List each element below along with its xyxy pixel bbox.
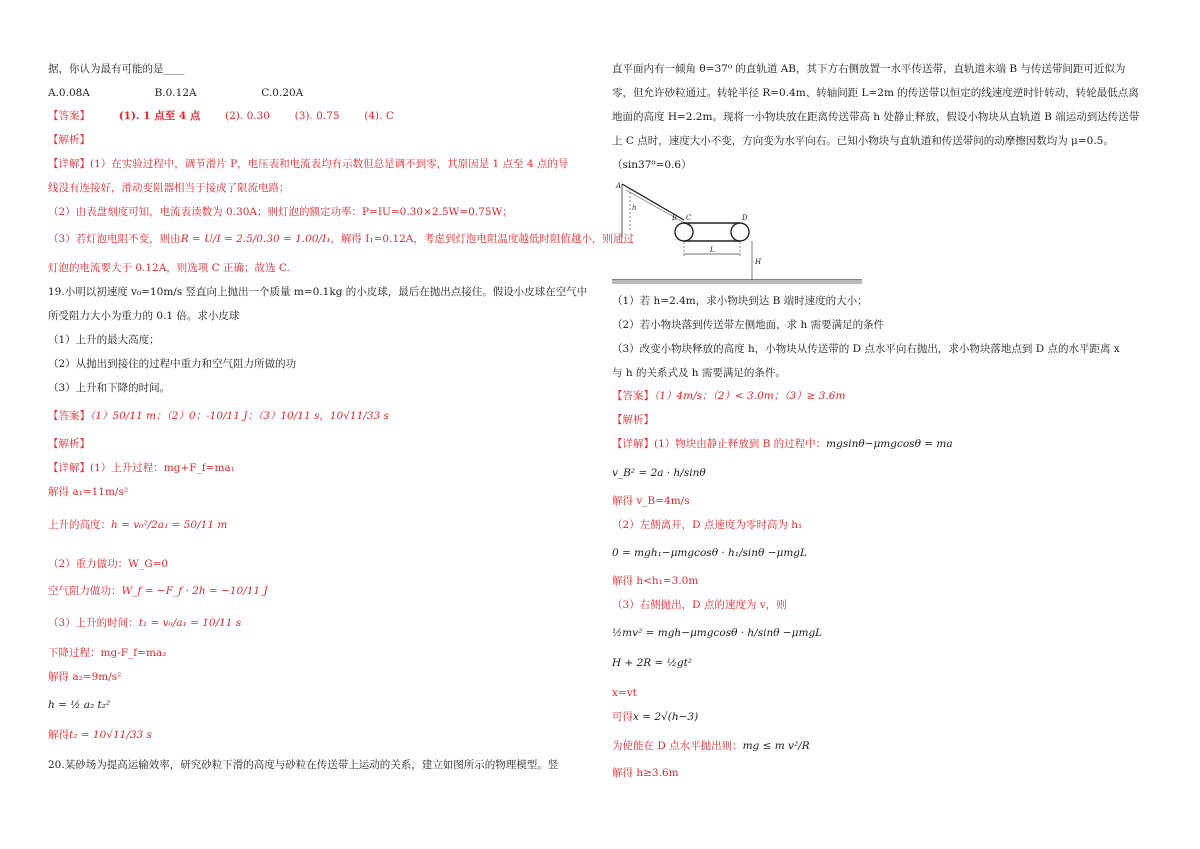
text-span: 为使能在 D 点水平抛出则： [612,740,743,752]
label-a: A [616,182,622,190]
text-span: 上升的高度： [48,519,111,531]
formula-line [612,739,810,753]
text-line: 解得 a₂=9m/s² [48,671,122,683]
text-line: 解得 a₁=11m/s² [48,486,129,498]
text-line: 解得 h<h₁=3.0m [612,575,699,587]
formula-line [48,518,227,532]
label-h: h [632,204,637,212]
text-span: 空气阻力做功： [48,585,122,597]
option-a: A.0.08A [48,87,90,99]
question-item: （2）若小物块落到传送带左侧地面，求 h 需要满足的条件 [612,319,885,331]
ground-hatch [612,280,862,284]
question-line: 零，但允许砂粒通过。转轮半径 R=0.4m、转轴间距 L=2m 的传送带以恒定的线速度逆时针转动，转轮最低点离 [612,87,1139,99]
formula: t₁ = v₀/a₁ = 10/11 s [138,617,242,629]
text-span: 【详解】(1）物块由静止释放到 B 的过程中： [612,438,827,450]
text-span: （3）若灯泡电阻不变，则由 [48,233,181,245]
text-line: （2）左侧离开，D 点速度为零时高为 h₁ [612,519,803,531]
text-line: 【详解】(1）在实验过程中，调节滑片 P，电压表和电流表均有示数但总是调不到零，其原因是 1 点至 4 点的导 [48,158,569,170]
formula-line [612,437,953,451]
question-line: 20.某砂场为提高运输效率，研究砂粒下滑的高度与砂粒在传送带上运动的关系，建立如图所示的物理模型。竖 [48,759,559,771]
formula: 0 = mgh₁−μmgcosθ · h₁/sinθ −μmgL [612,547,807,559]
analysis-label: 【解析】 [48,438,90,450]
formula-line [48,584,268,598]
question-line: 直平面内有一倾角 θ=37⁰ 的直轨道 AB，其下方右侧放置一水平传送带，直轨道末端 B 与传送带间距可近似为 [612,63,1126,75]
text-span: 解得 [48,729,69,741]
formula: t₂ = 10√11/33 s [69,729,152,741]
formula: x = 2√(h−3) [633,711,699,723]
answer-line [612,389,845,403]
label-c: C [686,214,692,222]
text-span: （3）上升的时间： [48,617,139,629]
text-span: 可得 [612,711,633,723]
text-line: 解得 v_B=4m/s [612,495,690,507]
formula: H + 2R = ½gt² [612,657,693,669]
right-pulley [731,223,749,241]
question-item: 与 h 的关系式及 h 需要满足的条件。 [612,367,786,379]
conveyor-diagram [612,180,862,288]
answer-label: 【答案】 [48,110,90,122]
formula: v_B² = 2a · h/sinθ [612,467,706,479]
text-line: 灯泡的电流要大于 0.12A，则选项 C 正确；故选 C. [48,262,290,274]
answer-part: (3). 0.75 [294,110,340,122]
label-l: L [710,246,715,254]
answer-formula: （1）50/11 m；（2）0；-10/11 J；（3）10/11 s，10√11/33 s [90,410,389,422]
option-b: B.0.12A [154,87,197,99]
question-item: （2）从抛出到接住的过程中重力和空气阻力所做的功 [48,358,297,370]
left-pulley [675,223,693,241]
formula: mgsinθ−μmgcosθ = ma [826,438,953,450]
text-line: （3）右侧抛出，D 点的速度为 v，则 [612,599,787,611]
label-d: D [742,214,748,222]
answer-line [48,109,394,123]
formula: h = ½ a₂ t₂² [48,699,111,711]
question-line: 上 C 点时，速度大小不变，方向变为水平向右。已知小物块与直轨道和传送带间的动摩擦因数均为 μ=0.5。 [612,135,1114,147]
answer-label: 【答案】 [612,390,654,402]
formula: h = v₀²/2a₁ = 50/11 m [111,519,228,531]
formula-line [48,728,152,742]
question-item: （1）上升的最大高度； [48,334,160,346]
formula-line [48,232,634,246]
question-item: （3）改变小物块释放的高度 h，小物块从传送带的 D 点水平向右抛出，求小物块落地点到 D 点的水平距离 x [612,343,1120,355]
answer-label: 【答案】 [48,410,90,422]
text-line: （2）由表盘刻度可知，电流表读数为 0.30A；则灯泡的额定功率：P=IU=0.30×2.5W=0.75W； [48,206,513,218]
formula: W_f = −F_f · 2h = −10/11 J [121,585,268,597]
question-line: 地面的高度 H=2.2m。现将一小物块放在距离传送带高 h 处静止释放，假设小物块从直轨道 B 端运动到达传送带 [612,111,1140,123]
text-line: 线没有连接好，滑动变阻器相当于接成了限流电路； [48,182,290,194]
text-line: 下降过程：mg-F_f=ma₂ [48,647,167,659]
analysis-label: 【解析】 [48,134,90,146]
formula-line [48,616,241,630]
text-line: 解得 h≥3.6m [612,767,679,779]
answer-part: (2). 0.30 [225,110,270,122]
answer-part: (1). 1 点至 4 点 [118,110,201,122]
options-line [48,86,303,100]
question-item: （3）上升和下降的时间。 [48,382,171,394]
formula-line [612,710,698,724]
formula: ½mv² = mgh−μmgcosθ · h/sinθ −μmgL [612,627,823,639]
text-span: ，解得 I₁=0.12A，考虑到灯泡电阻温度越低时阻值越小，则通过 [330,233,634,245]
question-line: 19.小明以初速度 v₀=10m/s 竖直向上抛出一个质量 m=0.1kg 的小皮球，最后在抛出点接住。假设小皮球在空气中 [48,286,588,298]
label-b: B [672,214,678,222]
question-item: （1）若 h=2.4m，求小物块到达 B 端时速度的大小； [612,295,868,307]
diagram-svg [612,180,862,288]
answer-line [48,409,389,423]
label-H: H [755,258,762,266]
answer-formula: （1）4m/s；（2）< 3.0m；（3）≥ 3.6m [654,390,846,402]
question-line: （sin37⁰=0.6） [612,159,692,171]
option-c: C.0.20A [261,87,304,99]
text-line: x=vt [612,687,637,699]
question-line: 所受阻力大小为重力的 0.1 倍。求小皮球 [48,310,240,322]
analysis-label: 【解析】 [612,414,654,426]
text-line: 【详解】(1）上升过程：mg+F_f=ma₁ [48,462,235,474]
formula: R = U/I = 2.5/0.30 = 1.00/I₁ [180,233,331,245]
formula: mg ≤ m v²/R [742,740,810,752]
text-line: 据，你认为最有可能的是____ [48,63,185,75]
text-line: （2）重力做功：W_G=0 [48,558,169,570]
answer-part: (4). C [364,110,394,122]
